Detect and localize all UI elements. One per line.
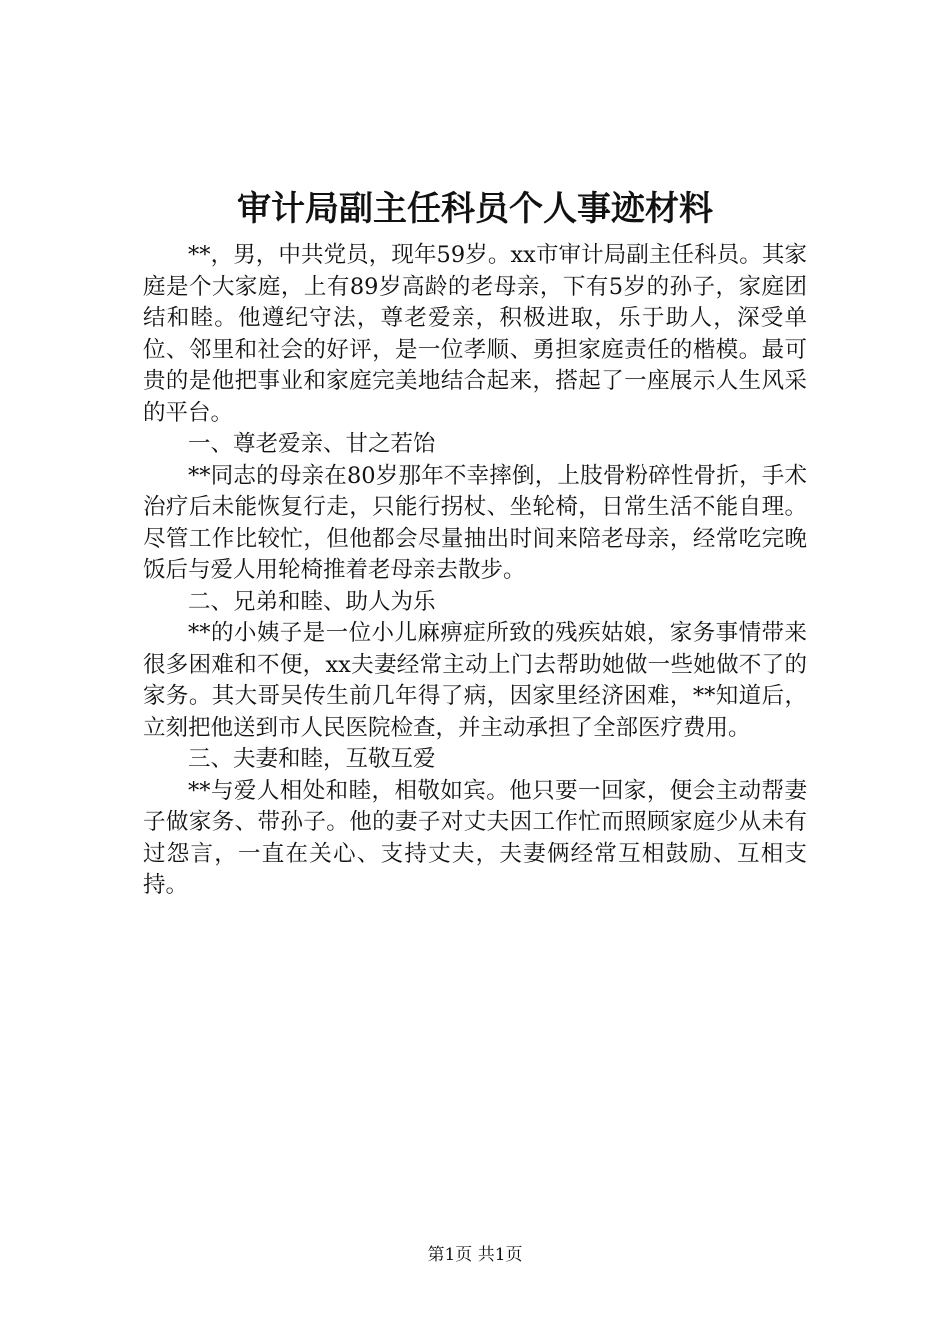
paragraph-section-3: **与爱人相处和睦，相敬如宾。他只要一回家，便会主动帮妻子做家务、带孙子。他的妻子对丈夫因工作忙而照顾家庭少从未有过怨言，一直在关心、支持丈夫，夫妻俩经常互相鼓励、互相支持。 xyxy=(143,777,807,898)
page-footer: 第1页 共1页 xyxy=(427,1245,523,1265)
paragraph-section-2: **的小姨子是一位小儿麻痹症所致的残疾姑娘，家务事情带来很多困难和不便，xx夫妻经常主动上门去帮助她做一些她做不了的家务。其大哥吴传生前几年得了病，因家里经济困难，**知道后，立刻把他送到市人民医院检查，并主动承担了全部医疗费用。 xyxy=(143,620,807,741)
document-title: 审计局副主任科员个人事迹材料 xyxy=(237,189,713,229)
paragraph-section-1: **同志的母亲在80岁那年不幸摔倒，上肢骨粉碎性骨折，手术治疗后未能恢复行走，只能行拐杖、坐轮椅，日常生活不能自理。尽管工作比较忙，但他都会尽量抽出时间来陪老母亲，经常吃完晚饭后与爱人用轮椅推着老母亲去散步。 xyxy=(143,462,807,583)
document-body xyxy=(143,240,807,902)
paragraph-intro: **，男，中共党员，现年59岁。xx市审计局副主任科员。其家庭是个大家庭，上有89岁高龄的老母亲，下有5岁的孙子，家庭团结和睦。他遵纪守法，尊老爱亲，积极进取，乐于助人，深受单位、邻里和社会的好评，是一位孝顺、勇担家庭责任的楷模。最可贵的是他把事业和家庭完美地结合起来，搭起了一座展示人生风采的平台。 xyxy=(143,242,807,426)
section-heading-1: 一、尊老爱亲、甘之若饴 xyxy=(188,431,436,457)
section-heading-2: 二、兄弟和睦、助人为乐 xyxy=(188,588,436,615)
section-heading-3: 三、夫妻和睦，互敬互爱 xyxy=(188,746,436,772)
